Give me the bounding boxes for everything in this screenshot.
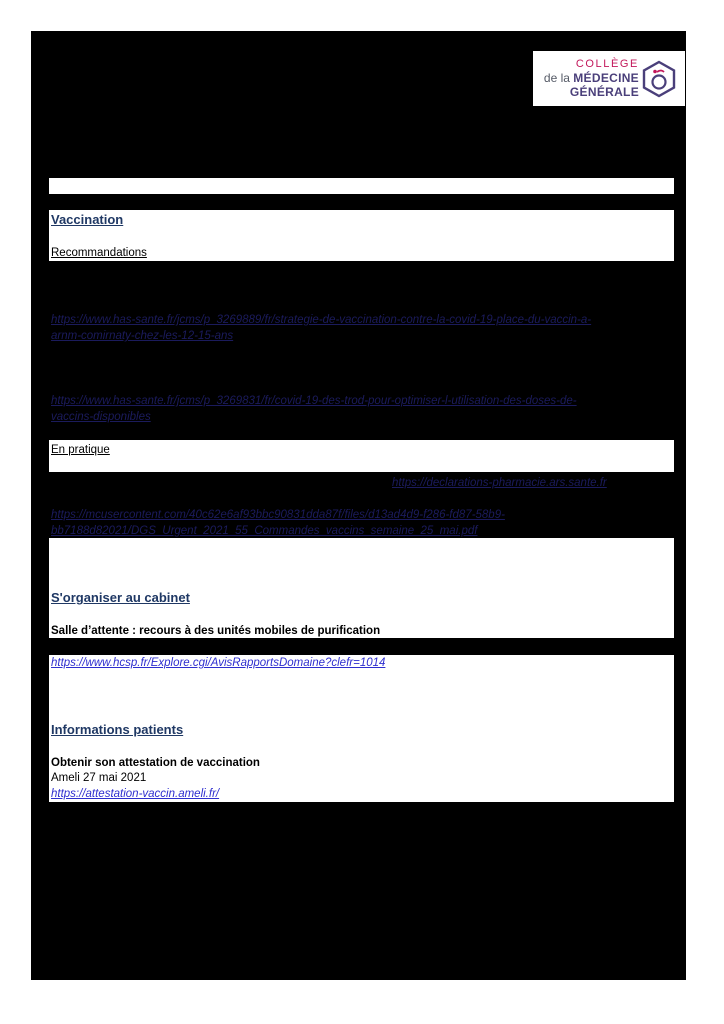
has-trod-link-line2[interactable]: vaccins-disponibles bbox=[51, 411, 151, 423]
has-trod-link-line1[interactable]: https://www.has-sante.fr/jcms/p_3269831/fr/covid-19-des-trod-pour-optimiser-l-utilisation-des-doses-de- bbox=[51, 395, 577, 407]
attestation-title: Obtenir son attestation de vaccination bbox=[51, 757, 260, 769]
page-background bbox=[31, 31, 686, 980]
logo-de-la-medecine bbox=[544, 71, 639, 85]
recommandations-subheading: Recommandations bbox=[51, 247, 147, 259]
ameli-source: Ameli 27 mai 2021 bbox=[51, 772, 147, 784]
logo-college: COLLÈGE bbox=[575, 58, 639, 70]
hcsp-link[interactable]: https://www.hcsp.fr/Explore.cgi/AvisRapportsDomaine?clefr=1014 bbox=[51, 657, 386, 669]
attestation-link[interactable]: https://attestation-vaccin.ameli.fr/ bbox=[51, 788, 220, 800]
salle-attente-title: Salle d’attente : recours à des unités mobiles de purification bbox=[51, 625, 381, 637]
logo-medecine: MÉDECINE bbox=[573, 71, 639, 85]
cabinet-heading: S'organiser au cabinet bbox=[51, 590, 190, 605]
has-comirnaty-link-line2[interactable]: arnm-comirnaty-chez-les-12-15-ans bbox=[51, 330, 234, 342]
declarations-pharmacie-link[interactable]: https://declarations-pharmacie.ars.sante.fr bbox=[392, 477, 607, 489]
logo-generale: GÉNÉRALE bbox=[569, 85, 639, 99]
cabinet-block bbox=[49, 538, 674, 638]
en-pratique-block bbox=[49, 440, 674, 472]
college-logo bbox=[533, 51, 685, 106]
dgs-urgent-link-line1[interactable]: https://mcusercontent.com/40c62e6af93bbc90831dda87f/files/d13ad4d9-f286-fd87-58b9- bbox=[51, 509, 505, 521]
en-pratique-subheading: En pratique bbox=[51, 444, 110, 456]
has-comirnaty-link-line1[interactable]: https://www.has-sante.fr/jcms/p_3269889/fr/strategie-de-vaccination-contre-la-covid-19-place-du-vaccin-a- bbox=[51, 314, 592, 326]
dgs-urgent-link-line2[interactable]: bb7188d82021/DGS_Urgent_2021_55_Commandes_vaccins_semaine_25_mai.pdf bbox=[51, 525, 478, 537]
patients-heading: Informations patients bbox=[51, 722, 184, 737]
hexagon-logo-icon bbox=[641, 60, 677, 98]
vaccination-heading: Vaccination bbox=[51, 212, 124, 227]
logo-text bbox=[544, 57, 639, 99]
logo-de-la: de la bbox=[543, 71, 574, 85]
empty-band bbox=[49, 178, 674, 194]
